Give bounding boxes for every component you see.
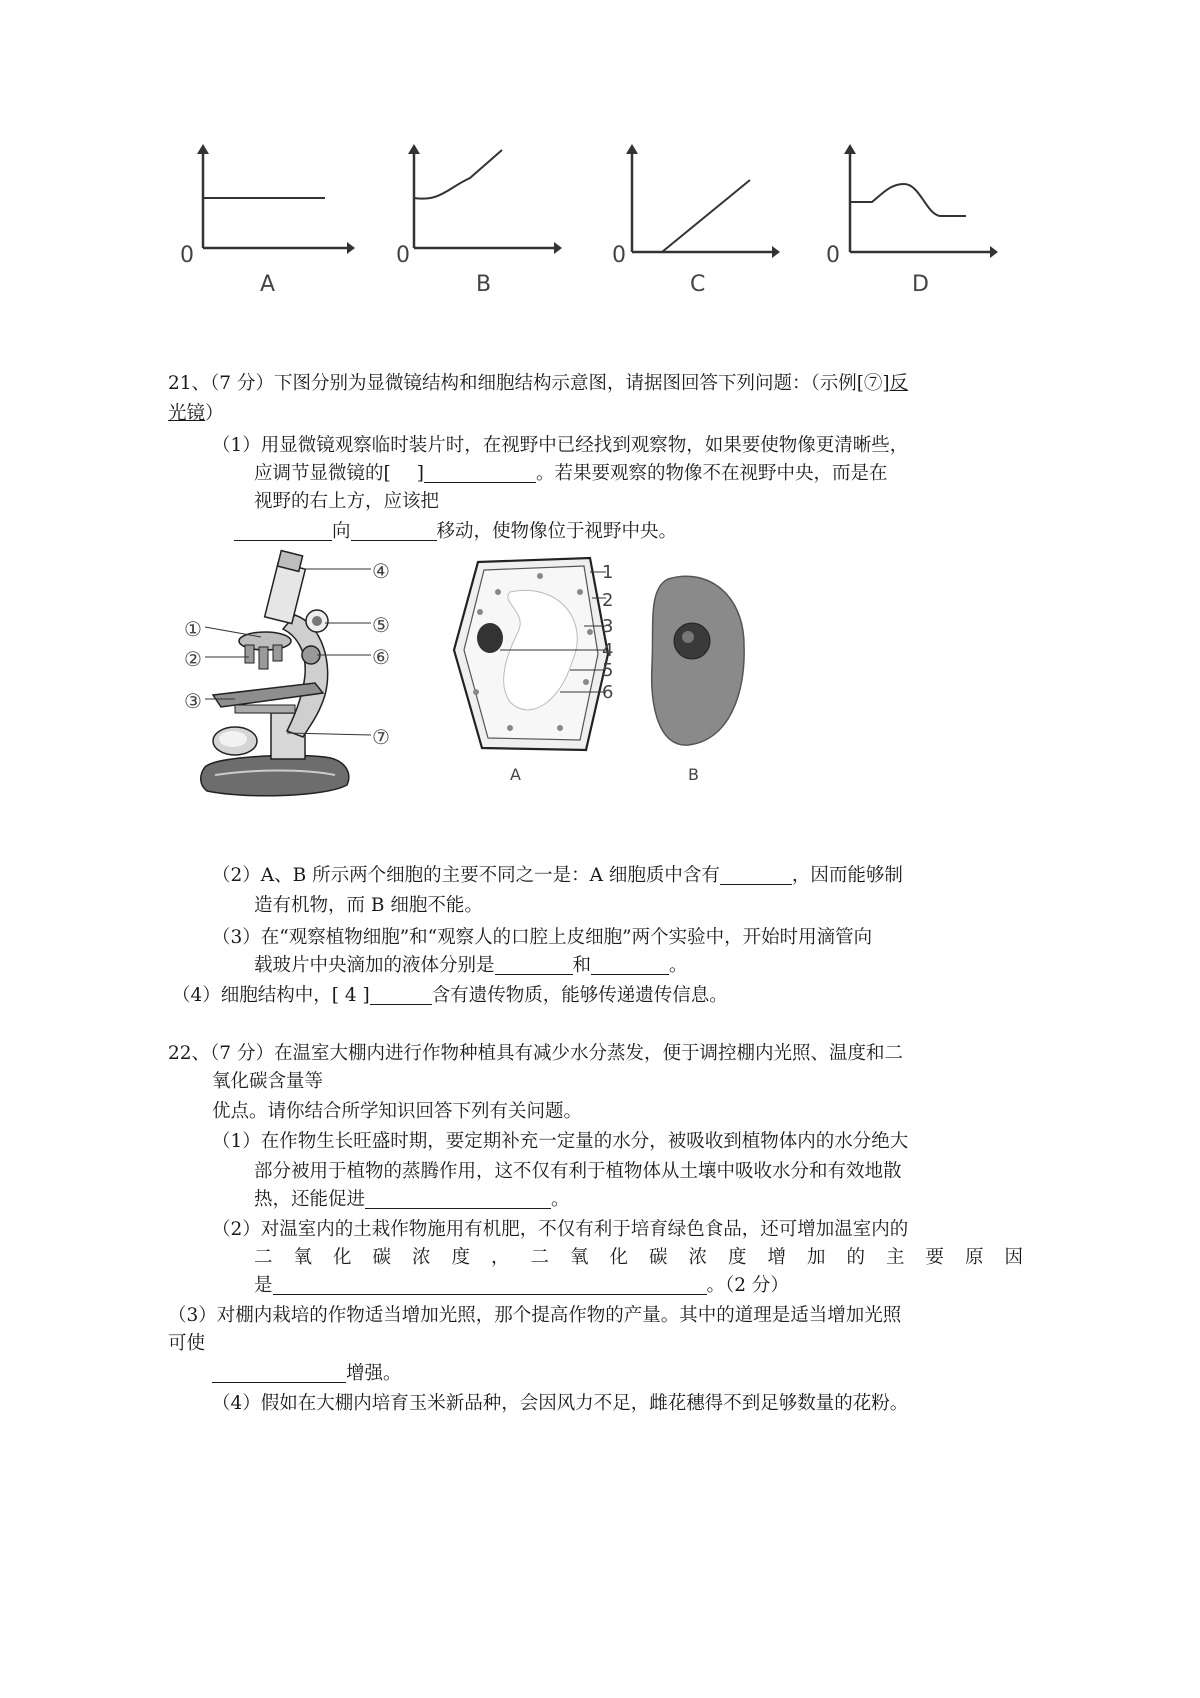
q22-p1-line2: 部分被用于植物的蒸腾作用，这不仅有利于植物体从土壤中吸收水分和有效地散 (254, 1161, 902, 1182)
q22-p3-line3: 增强。 (212, 1358, 402, 1390)
answer-blank-2[interactable] (234, 518, 332, 541)
q21-p2-line2: 造有机物，而 B 细胞不能。 (254, 895, 483, 916)
graph-d-origin: 0 (826, 243, 840, 268)
answer-blank-9[interactable] (273, 1272, 707, 1295)
answer-blank-3[interactable] (351, 518, 437, 541)
q22-p1-line3: 热，还能促进 。 (254, 1184, 570, 1216)
q21-heading: 21、（7 分）下图分别为显微镜结构和细胞结构示意图，请据图回答下列问题：（示例[⑦]反 (168, 373, 909, 394)
q22-line1: 22、（7 分）在温室大棚内进行作物种植具有减少水分蒸发，便于调控棚内光照、温度和二 (168, 1043, 903, 1064)
q22-p3-line1: （3）对棚内栽培的作物适当增加光照，那个提高作物的产量。其中的道理是适当增加光照 (168, 1305, 902, 1326)
q21-p2-line1: （2）A、B 所示两个细胞的主要不同之一是：A 细胞质中含有 ，因而能够制 (212, 860, 903, 892)
microscope-figure (175, 545, 405, 805)
cell-caption-b: B (688, 765, 699, 784)
answer-blank-6[interactable] (591, 952, 669, 975)
cell-label-4: 4 (602, 640, 614, 661)
graph-c-label: C (690, 272, 706, 297)
cell-label-1: 1 (602, 562, 614, 583)
scope-label-3: ③ (184, 689, 202, 713)
graph-b-origin: 0 (396, 243, 410, 268)
answer-blank-1[interactable] (424, 460, 536, 483)
cell-caption-a: A (510, 765, 521, 784)
graph-b-label: B (476, 272, 492, 297)
q22-p2-line1: （2）对温室内的土栽作物施用有机肥，不仅有利于培育绿色食品，还可增加温室内的 (212, 1219, 909, 1240)
answer-blank-10[interactable] (212, 1360, 346, 1383)
answer-blank-5[interactable] (495, 952, 573, 975)
animal-cell-figure (648, 565, 748, 755)
q21-heading-cont: 光镜） (168, 403, 224, 424)
q22-p2-line2: 二氧化碳浓度，二氧化碳浓度增加的主要原因 (254, 1247, 1045, 1268)
scope-label-2: ② (184, 647, 202, 671)
q21-p4: （4）细胞结构中，[ 4 ] 含有遗传物质，能够传递遗传信息。 (172, 980, 728, 1012)
q21-p1-line3: 视野的右上方，应该把 (254, 491, 440, 512)
cell-label-6: 6 (602, 682, 614, 703)
scope-label-6: ⑥ (372, 645, 390, 669)
scope-label-5: ⑤ (372, 613, 390, 637)
q22-p3-line2: 可使 (168, 1333, 206, 1354)
scope-label-1: ① (184, 617, 202, 641)
q21-p3-line1: （3）在“观察植物细胞”和“观察人的口腔上皮细胞”两个实验中，开始时用滴管向 (212, 927, 873, 948)
q22-p2-line3: 是 。（2 分） (254, 1270, 789, 1302)
q22-line3: 优点。请你结合所学知识回答下列有关问题。 (212, 1101, 583, 1122)
q22-p1-line1: （1）在作物生长旺盛时期，要定期补充一定量的水分，被吸收到植物体内的水分绝大 (212, 1131, 909, 1152)
cell-label-3: 3 (602, 616, 614, 637)
answer-blank-7[interactable] (370, 982, 432, 1005)
q22-p4-line1: （4）假如在大棚内培育玉米新品种，会因风力不足，雌花穗得不到足够数量的花粉。 (212, 1393, 909, 1414)
graph-a-origin: 0 (180, 243, 194, 268)
graph-a-label: A (260, 272, 276, 297)
answer-blank-4[interactable] (720, 862, 792, 885)
q22-line2: 氧化碳含量等 (212, 1071, 324, 1092)
q21-p3-line2: 载玻片中央滴加的液体分别是 和 。 (254, 950, 688, 982)
graph-d-label: D (912, 272, 929, 297)
scope-label-4: ④ (372, 559, 390, 583)
graph-c-origin: 0 (612, 243, 626, 268)
q21-p1-line4: 向 移动，使物像位于视野中央。 (234, 516, 677, 548)
answer-blank-8[interactable] (365, 1186, 551, 1209)
cell-label-2: 2 (602, 590, 614, 611)
q21-p1-line1: （1）用显微镜观察临时装片时，在视野中已经找到观察物，如果要使物像更清晰些， (212, 435, 909, 456)
q21-p1-line2: 应调节显微镜的[ ] 。若果要观察的物像不在视野中央，而是在 (254, 458, 887, 490)
scope-label-7: ⑦ (372, 725, 390, 749)
cell-label-5: 5 (602, 660, 614, 681)
